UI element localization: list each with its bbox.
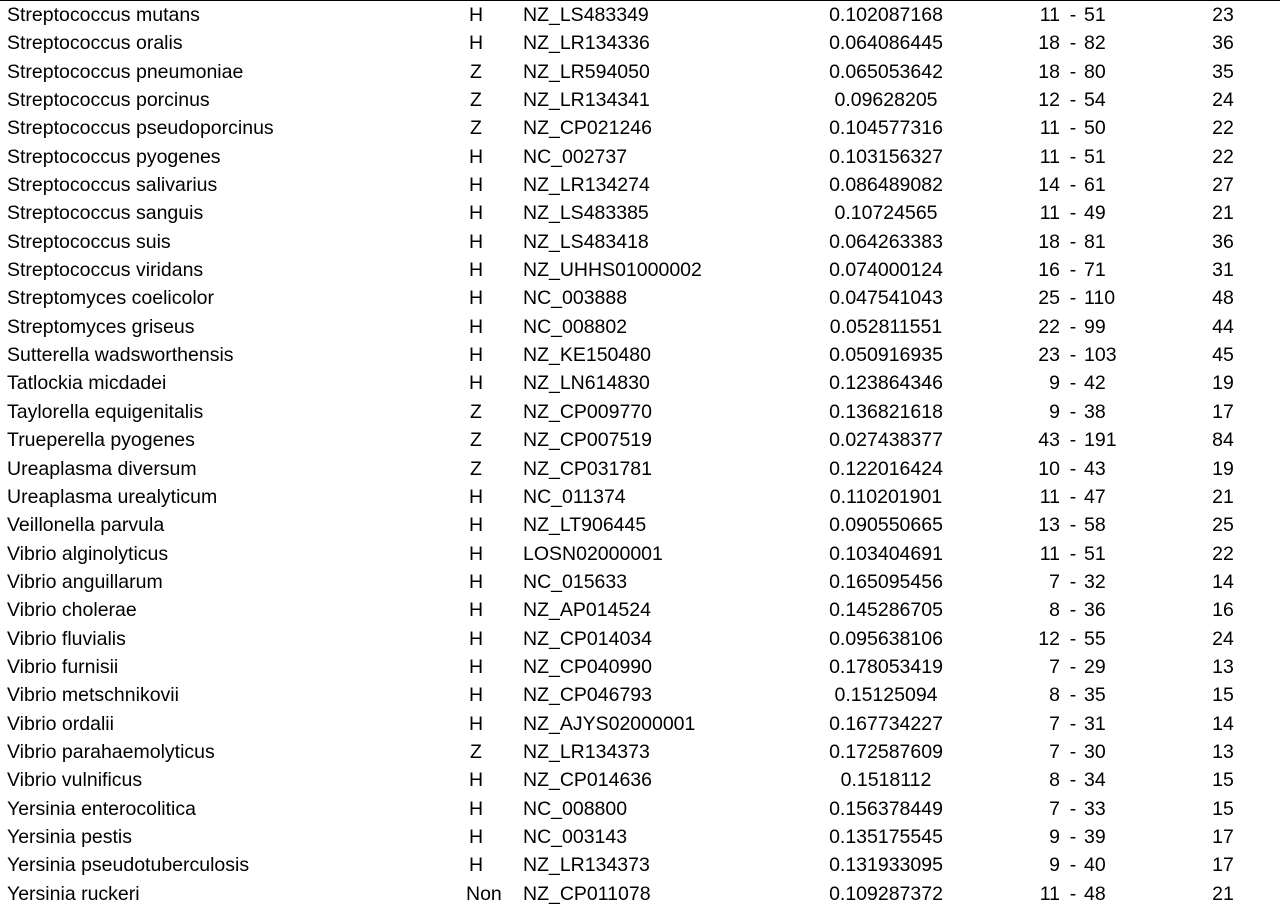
- range-dash: -: [1069, 174, 1077, 197]
- range-low: 7: [1049, 740, 1060, 763]
- table-row: [0, 199, 1280, 227]
- range-dash: -: [1069, 372, 1077, 395]
- count-value: 31: [1212, 259, 1234, 282]
- table-row: [0, 851, 1280, 879]
- ratio-value: 0.136821618: [829, 400, 943, 423]
- range-dash: -: [1069, 514, 1077, 537]
- ratio-value: 0.145286705: [829, 599, 943, 622]
- accession-id: NZ_LR134373: [523, 854, 650, 877]
- species-name: Streptococcus porcinus: [7, 89, 210, 112]
- table-row: [0, 369, 1280, 397]
- type-code: H: [468, 684, 484, 707]
- count-value: 21: [1212, 485, 1234, 508]
- ratio-value: 0.104577316: [829, 117, 943, 140]
- type-code: H: [468, 372, 484, 395]
- species-name: Yersinia ruckeri: [7, 882, 140, 905]
- count-value: 13: [1212, 655, 1234, 678]
- species-name: Vibrio fluvialis: [7, 627, 126, 650]
- species-name: Streptomyces griseus: [7, 315, 195, 338]
- range-dash: -: [1069, 344, 1077, 367]
- range-high: 40: [1084, 854, 1106, 877]
- species-name: Vibrio metschnikovii: [7, 684, 179, 707]
- range-dash: -: [1069, 89, 1077, 112]
- range-low: 7: [1049, 712, 1060, 735]
- ratio-value: 0.064086445: [829, 32, 943, 55]
- accession-id: NC_008800: [523, 797, 628, 820]
- count-value: 35: [1212, 60, 1234, 83]
- species-name: Streptococcus mutans: [7, 4, 200, 26]
- species-name: Vibrio cholerae: [7, 599, 137, 622]
- ratio-value: 0.131933095: [829, 854, 943, 877]
- type-code: Non: [466, 882, 502, 905]
- range-dash: -: [1069, 854, 1077, 877]
- range-dash: -: [1069, 259, 1077, 282]
- range-high: 32: [1084, 570, 1106, 593]
- accession-id: NZ_AP014524: [523, 599, 651, 622]
- count-value: 23: [1212, 4, 1234, 26]
- accession-id: NC_003143: [523, 825, 628, 848]
- range-high: 50: [1084, 117, 1106, 140]
- range-high: 58: [1084, 514, 1106, 537]
- table-row: [0, 313, 1280, 341]
- ratio-value: 0.086489082: [829, 174, 943, 197]
- range-low: 11: [1039, 117, 1060, 140]
- species-name: Ureaplasma diversum: [7, 457, 197, 480]
- range-low: 12: [1038, 627, 1060, 650]
- count-value: 13: [1212, 740, 1234, 763]
- type-code: Z: [470, 429, 482, 452]
- table-row: [0, 284, 1280, 312]
- range-dash: -: [1069, 145, 1077, 168]
- range-high: 35: [1084, 684, 1106, 707]
- type-code: H: [468, 259, 484, 282]
- range-low: 7: [1049, 570, 1060, 593]
- range-low: 25: [1038, 287, 1060, 310]
- range-high: 55: [1084, 627, 1106, 650]
- species-name: Veillonella parvula: [7, 514, 165, 537]
- table-row: [0, 58, 1280, 86]
- accession-id: NC_015633: [523, 570, 628, 593]
- data-table: [0, 1, 1280, 908]
- accession-id: NZ_LR594050: [523, 60, 650, 83]
- range-dash: -: [1069, 230, 1077, 253]
- count-value: 36: [1212, 32, 1234, 55]
- range-low: 8: [1049, 769, 1060, 792]
- species-name: Trueperella pyogenes: [7, 429, 195, 452]
- table-row: [0, 455, 1280, 483]
- range-low: 9: [1049, 372, 1060, 395]
- range-low: 12: [1038, 89, 1060, 112]
- type-code: H: [468, 145, 484, 168]
- range-low: 9: [1049, 854, 1060, 877]
- ratio-value: 0.102087168: [829, 4, 943, 26]
- table-row: [0, 29, 1280, 57]
- count-value: 22: [1212, 145, 1234, 168]
- accession-id: NZ_LR134373: [523, 740, 650, 763]
- range-low: 11: [1039, 542, 1060, 565]
- table-row: [0, 341, 1280, 369]
- range-high: 49: [1084, 202, 1106, 225]
- ratio-value: 0.122016424: [829, 457, 943, 480]
- table-row: [0, 540, 1280, 568]
- type-code: Z: [470, 457, 482, 480]
- range-dash: -: [1069, 117, 1077, 140]
- accession-id: NZ_LS483385: [523, 202, 649, 225]
- accession-id: NZ_LN614830: [523, 372, 650, 395]
- range-low: 23: [1038, 344, 1060, 367]
- type-code: H: [468, 287, 484, 310]
- count-value: 17: [1212, 825, 1234, 848]
- range-low: 13: [1038, 514, 1060, 537]
- accession-id: NC_011374: [523, 485, 626, 508]
- ratio-value: 0.103404691: [829, 542, 943, 565]
- species-name: Vibrio furnisii: [7, 655, 119, 678]
- ratio-value: 0.065053642: [829, 60, 943, 83]
- ratio-value: 0.052811551: [829, 315, 943, 338]
- range-high: 82: [1084, 32, 1106, 55]
- range-low: 7: [1049, 655, 1060, 678]
- type-code: Z: [470, 740, 482, 763]
- ratio-value: 0.156378449: [829, 797, 943, 820]
- ratio-value: 0.095638106: [829, 627, 943, 650]
- range-low: 9: [1049, 825, 1060, 848]
- range-dash: -: [1069, 769, 1077, 792]
- range-high: 36: [1084, 599, 1106, 622]
- accession-id: NZ_LS483349: [523, 4, 649, 26]
- accession-id: NZ_KE150480: [523, 344, 651, 367]
- type-code: H: [468, 485, 484, 508]
- range-high: 51: [1084, 542, 1106, 565]
- range-high: 38: [1084, 400, 1106, 423]
- count-value: 14: [1212, 712, 1234, 735]
- type-code: H: [468, 825, 484, 848]
- table-row: [0, 880, 1280, 908]
- range-high: 54: [1084, 89, 1106, 112]
- count-value: 21: [1212, 882, 1234, 905]
- range-low: 14: [1038, 174, 1060, 197]
- ratio-value: 0.047541043: [829, 287, 943, 310]
- range-low: 43: [1038, 429, 1060, 452]
- count-value: 36: [1212, 230, 1234, 253]
- range-high: 51: [1084, 145, 1106, 168]
- range-high: 29: [1084, 655, 1106, 678]
- count-value: 16: [1212, 599, 1234, 622]
- species-name: Ureaplasma urealyticum: [7, 485, 218, 508]
- table-row: [0, 228, 1280, 256]
- species-name: Streptococcus suis: [7, 230, 171, 253]
- accession-id: NZ_CP009770: [523, 400, 652, 423]
- type-code: H: [468, 174, 484, 197]
- species-name: Streptococcus sanguis: [7, 202, 204, 225]
- accession-id: NZ_LR134274: [523, 174, 650, 197]
- range-low: 18: [1038, 60, 1060, 83]
- range-high: 110: [1084, 287, 1116, 310]
- range-high: 99: [1084, 315, 1106, 338]
- accession-id: NZ_LT906445: [523, 514, 647, 537]
- table-row: [0, 795, 1280, 823]
- accession-id: NZ_CP031781: [523, 457, 652, 480]
- range-low: 16: [1038, 259, 1060, 282]
- ratio-value: 0.027438377: [829, 429, 943, 452]
- ratio-value: 0.135175545: [829, 825, 943, 848]
- range-dash: -: [1069, 400, 1077, 423]
- range-high: 51: [1084, 4, 1106, 26]
- accession-id: NZ_LS483418: [523, 230, 649, 253]
- type-code: H: [468, 599, 484, 622]
- range-high: 33: [1084, 797, 1106, 820]
- count-value: 21: [1212, 202, 1234, 225]
- accession-id: NZ_CP040990: [523, 655, 652, 678]
- species-name: Yersinia pseudotuberculosis: [7, 854, 250, 877]
- table-row: [0, 596, 1280, 624]
- accession-id: NZ_CP021246: [523, 117, 652, 140]
- species-name: Streptococcus pseudoporcinus: [7, 117, 274, 140]
- type-code: H: [468, 769, 484, 792]
- type-code: H: [468, 230, 484, 253]
- type-code: Z: [470, 117, 482, 140]
- range-dash: -: [1069, 457, 1077, 480]
- type-code: H: [468, 712, 484, 735]
- type-code: Z: [470, 89, 482, 112]
- ratio-value: 0.172587609: [829, 740, 943, 763]
- ratio-value: 0.09628205: [834, 89, 938, 112]
- type-code: H: [468, 202, 484, 225]
- range-high: 61: [1084, 174, 1106, 197]
- ratio-value: 0.110201901: [829, 485, 943, 508]
- table-row: [0, 625, 1280, 653]
- ratio-value: 0.178053419: [829, 655, 943, 678]
- table-row: [0, 171, 1280, 199]
- species-name: Streptococcus oralis: [7, 32, 183, 55]
- ratio-value: 0.074000124: [829, 259, 943, 282]
- range-high: 71: [1084, 259, 1106, 282]
- count-value: 24: [1212, 627, 1234, 650]
- count-value: 17: [1212, 400, 1234, 423]
- accession-id: LOSN02000001: [523, 542, 663, 565]
- count-value: 44: [1212, 315, 1234, 338]
- table-row: [0, 143, 1280, 171]
- ratio-value: 0.123864346: [829, 372, 943, 395]
- table-row: [0, 738, 1280, 766]
- range-dash: -: [1069, 485, 1077, 508]
- range-high: 81: [1084, 230, 1106, 253]
- table-row: [0, 823, 1280, 851]
- range-high: 30: [1084, 740, 1106, 763]
- range-low: 9: [1049, 400, 1060, 423]
- range-low: 18: [1038, 32, 1060, 55]
- count-value: 14: [1212, 570, 1234, 593]
- range-low: 8: [1049, 599, 1060, 622]
- type-code: H: [468, 797, 484, 820]
- species-name: Vibrio ordalii: [7, 712, 114, 735]
- range-dash: -: [1069, 740, 1077, 763]
- ratio-value: 0.10724565: [834, 202, 938, 225]
- type-code: H: [468, 854, 484, 877]
- count-value: 22: [1212, 117, 1234, 140]
- table-row: [0, 1, 1280, 29]
- type-code: H: [468, 315, 484, 338]
- accession-id: NZ_CP046793: [523, 684, 652, 707]
- range-dash: -: [1069, 655, 1077, 678]
- range-high: 103: [1084, 344, 1117, 367]
- ratio-value: 0.15125094: [834, 684, 938, 707]
- ratio-value: 0.064263383: [829, 230, 943, 253]
- type-code: H: [468, 570, 484, 593]
- range-high: 47: [1084, 485, 1106, 508]
- ratio-value: 0.090550665: [829, 514, 943, 537]
- range-dash: -: [1069, 429, 1077, 452]
- accession-id: NZ_CP007519: [523, 429, 652, 452]
- range-dash: -: [1069, 60, 1077, 83]
- count-value: 15: [1212, 797, 1234, 820]
- range-dash: -: [1069, 4, 1077, 26]
- table-row: [0, 511, 1280, 539]
- accession-id: NC_003888: [523, 287, 628, 310]
- type-code: Z: [470, 60, 482, 83]
- species-name: Streptococcus pyogenes: [7, 145, 221, 168]
- count-value: 19: [1212, 372, 1234, 395]
- range-dash: -: [1069, 32, 1077, 55]
- range-high: 48: [1084, 882, 1106, 905]
- species-name: Vibrio vulnificus: [7, 769, 143, 792]
- count-value: 84: [1212, 429, 1234, 452]
- species-name: Vibrio alginolyticus: [7, 542, 169, 565]
- species-name: Streptomyces coelicolor: [7, 287, 214, 310]
- accession-id: NZ_LR134336: [523, 32, 650, 55]
- range-dash: -: [1069, 287, 1077, 310]
- range-dash: -: [1069, 202, 1077, 225]
- table-row: [0, 256, 1280, 284]
- range-low: 8: [1049, 684, 1060, 707]
- accession-id: NZ_CP011078: [523, 882, 651, 905]
- range-low: 11: [1039, 145, 1060, 168]
- range-dash: -: [1069, 825, 1077, 848]
- ratio-value: 0.050916935: [829, 344, 943, 367]
- table-row: [0, 86, 1280, 114]
- accession-id: NZ_AJYS02000001: [523, 712, 696, 735]
- range-low: 7: [1049, 797, 1060, 820]
- count-value: 48: [1212, 287, 1234, 310]
- type-code: H: [468, 4, 484, 26]
- count-value: 24: [1212, 89, 1234, 112]
- table-row: [0, 568, 1280, 596]
- ratio-value: 0.165095456: [829, 570, 943, 593]
- range-dash: -: [1069, 315, 1077, 338]
- type-code: H: [468, 542, 484, 565]
- accession-id: NZ_CP014034: [523, 627, 652, 650]
- table-row: [0, 766, 1280, 794]
- range-low: 11: [1039, 202, 1060, 225]
- table-row: [0, 426, 1280, 454]
- range-dash: -: [1069, 627, 1077, 650]
- species-name: Tatlockia micdadei: [7, 372, 167, 395]
- count-value: 15: [1212, 769, 1234, 792]
- ratio-value: 0.1518112: [840, 769, 932, 792]
- accession-id: NZ_UHHS01000002: [523, 259, 702, 282]
- table-row: [0, 681, 1280, 709]
- count-value: 27: [1212, 174, 1234, 197]
- accession-id: NC_002737: [523, 145, 628, 168]
- range-dash: -: [1069, 797, 1077, 820]
- range-low: 10: [1038, 457, 1060, 480]
- table-row: [0, 653, 1280, 681]
- range-high: 80: [1084, 60, 1106, 83]
- table-row: [0, 398, 1280, 426]
- count-value: 17: [1212, 854, 1234, 877]
- table-row: [0, 114, 1280, 142]
- type-code: H: [468, 32, 484, 55]
- type-code: H: [468, 514, 484, 537]
- range-dash: -: [1069, 542, 1077, 565]
- range-low: 11: [1039, 882, 1060, 905]
- range-dash: -: [1069, 684, 1077, 707]
- range-dash: -: [1069, 599, 1077, 622]
- range-high: 39: [1084, 825, 1106, 848]
- count-value: 25: [1212, 514, 1234, 537]
- range-dash: -: [1069, 570, 1077, 593]
- species-name: Sutterella wadsworthensis: [7, 344, 234, 367]
- species-name: Vibrio parahaemolyticus: [7, 740, 215, 763]
- ratio-value: 0.103156327: [829, 145, 943, 168]
- species-name: Yersinia enterocolitica: [7, 797, 196, 820]
- type-code: H: [468, 627, 484, 650]
- range-high: 43: [1084, 457, 1106, 480]
- type-code: H: [468, 344, 484, 367]
- species-name: Vibrio anguillarum: [7, 570, 163, 593]
- accession-id: NC_008802: [523, 315, 628, 338]
- species-name: Streptococcus pneumoniae: [7, 60, 244, 83]
- species-name: Yersinia pestis: [7, 825, 133, 848]
- species-name: Streptococcus salivarius: [7, 174, 218, 197]
- count-value: 22: [1212, 542, 1234, 565]
- ratio-value: 0.167734227: [829, 712, 943, 735]
- range-high: 31: [1084, 712, 1106, 735]
- range-low: 11: [1039, 485, 1060, 508]
- species-name: Streptococcus viridans: [7, 259, 204, 282]
- range-high: 34: [1084, 769, 1106, 792]
- ratio-value: 0.109287372: [829, 882, 943, 905]
- range-high: 191: [1084, 429, 1117, 452]
- table-row: [0, 710, 1280, 738]
- range-high: 42: [1084, 372, 1106, 395]
- range-dash: -: [1069, 712, 1077, 735]
- range-low: 22: [1038, 315, 1060, 338]
- type-code: Z: [470, 400, 482, 423]
- count-value: 19: [1212, 457, 1234, 480]
- species-name: Taylorella equigenitalis: [7, 400, 204, 423]
- range-low: 18: [1038, 230, 1060, 253]
- count-value: 45: [1212, 344, 1234, 367]
- table-row: [0, 483, 1280, 511]
- range-low: 11: [1039, 4, 1060, 26]
- type-code: H: [468, 655, 484, 678]
- range-dash: -: [1069, 882, 1077, 905]
- count-value: 15: [1212, 684, 1234, 707]
- accession-id: NZ_CP014636: [523, 769, 652, 792]
- accession-id: NZ_LR134341: [523, 89, 650, 112]
